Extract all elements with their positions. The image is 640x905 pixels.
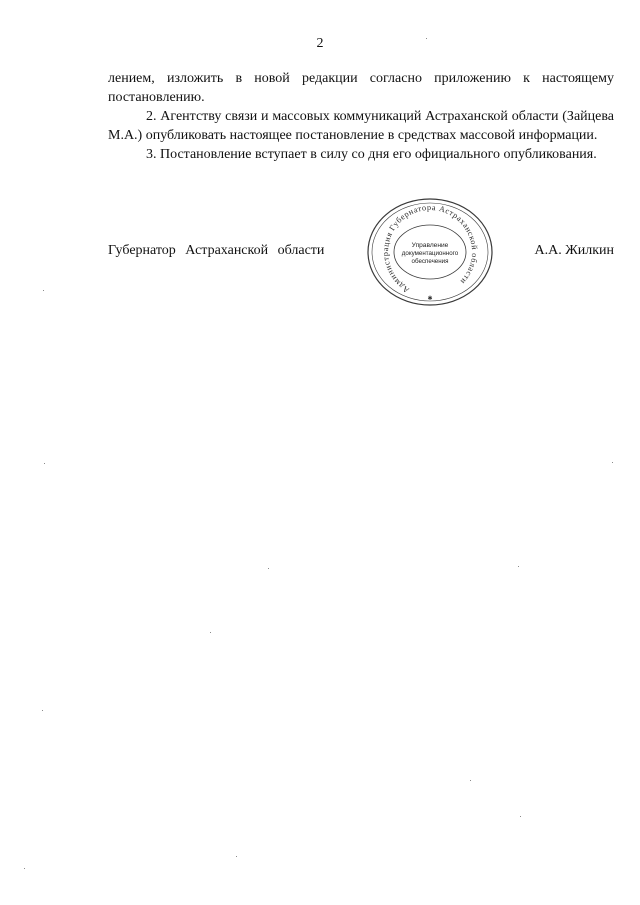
page-number: 2 [316,36,324,51]
paragraph-continuation: лением, изложить в новой редакции согласно приложению к настоящему постановлению. [108,71,614,105]
paragraph-2: 2. Агентству связи и массовых коммуникаций Астраханской области (Зайцева М.А.) опубликовать настоящее постановление в средствах массовой информации. [108,109,614,143]
scan-speck [24,868,25,869]
scan-speck [43,290,44,291]
seal-outer-text: Администрация Губернатора Астраханской области [380,202,480,295]
seal-inner-line-3: обеспечения [411,258,449,265]
scan-speck [42,710,43,711]
seal-inner-line-2: документационного [401,250,459,257]
body-text [108,70,614,166]
seal-star-icon: ✱ [427,296,433,302]
seal-inner-line-1: Управление [411,242,449,249]
scan-speck [44,463,45,464]
signatory-name: А.А. Жилкин [534,243,614,258]
scan-speck [268,568,269,569]
official-seal [364,196,496,310]
scan-speck [518,566,519,567]
scan-speck [210,632,211,633]
scan-speck [470,780,471,781]
paragraph-3: 3. Постановление вступает в силу со дня его официального опубликования. [146,147,597,162]
scan-speck [236,856,237,857]
scan-speck [520,816,521,817]
scan-speck [612,462,613,463]
scan-speck [426,38,427,39]
signatory-title: Губернатор Астраханской области [108,243,325,258]
